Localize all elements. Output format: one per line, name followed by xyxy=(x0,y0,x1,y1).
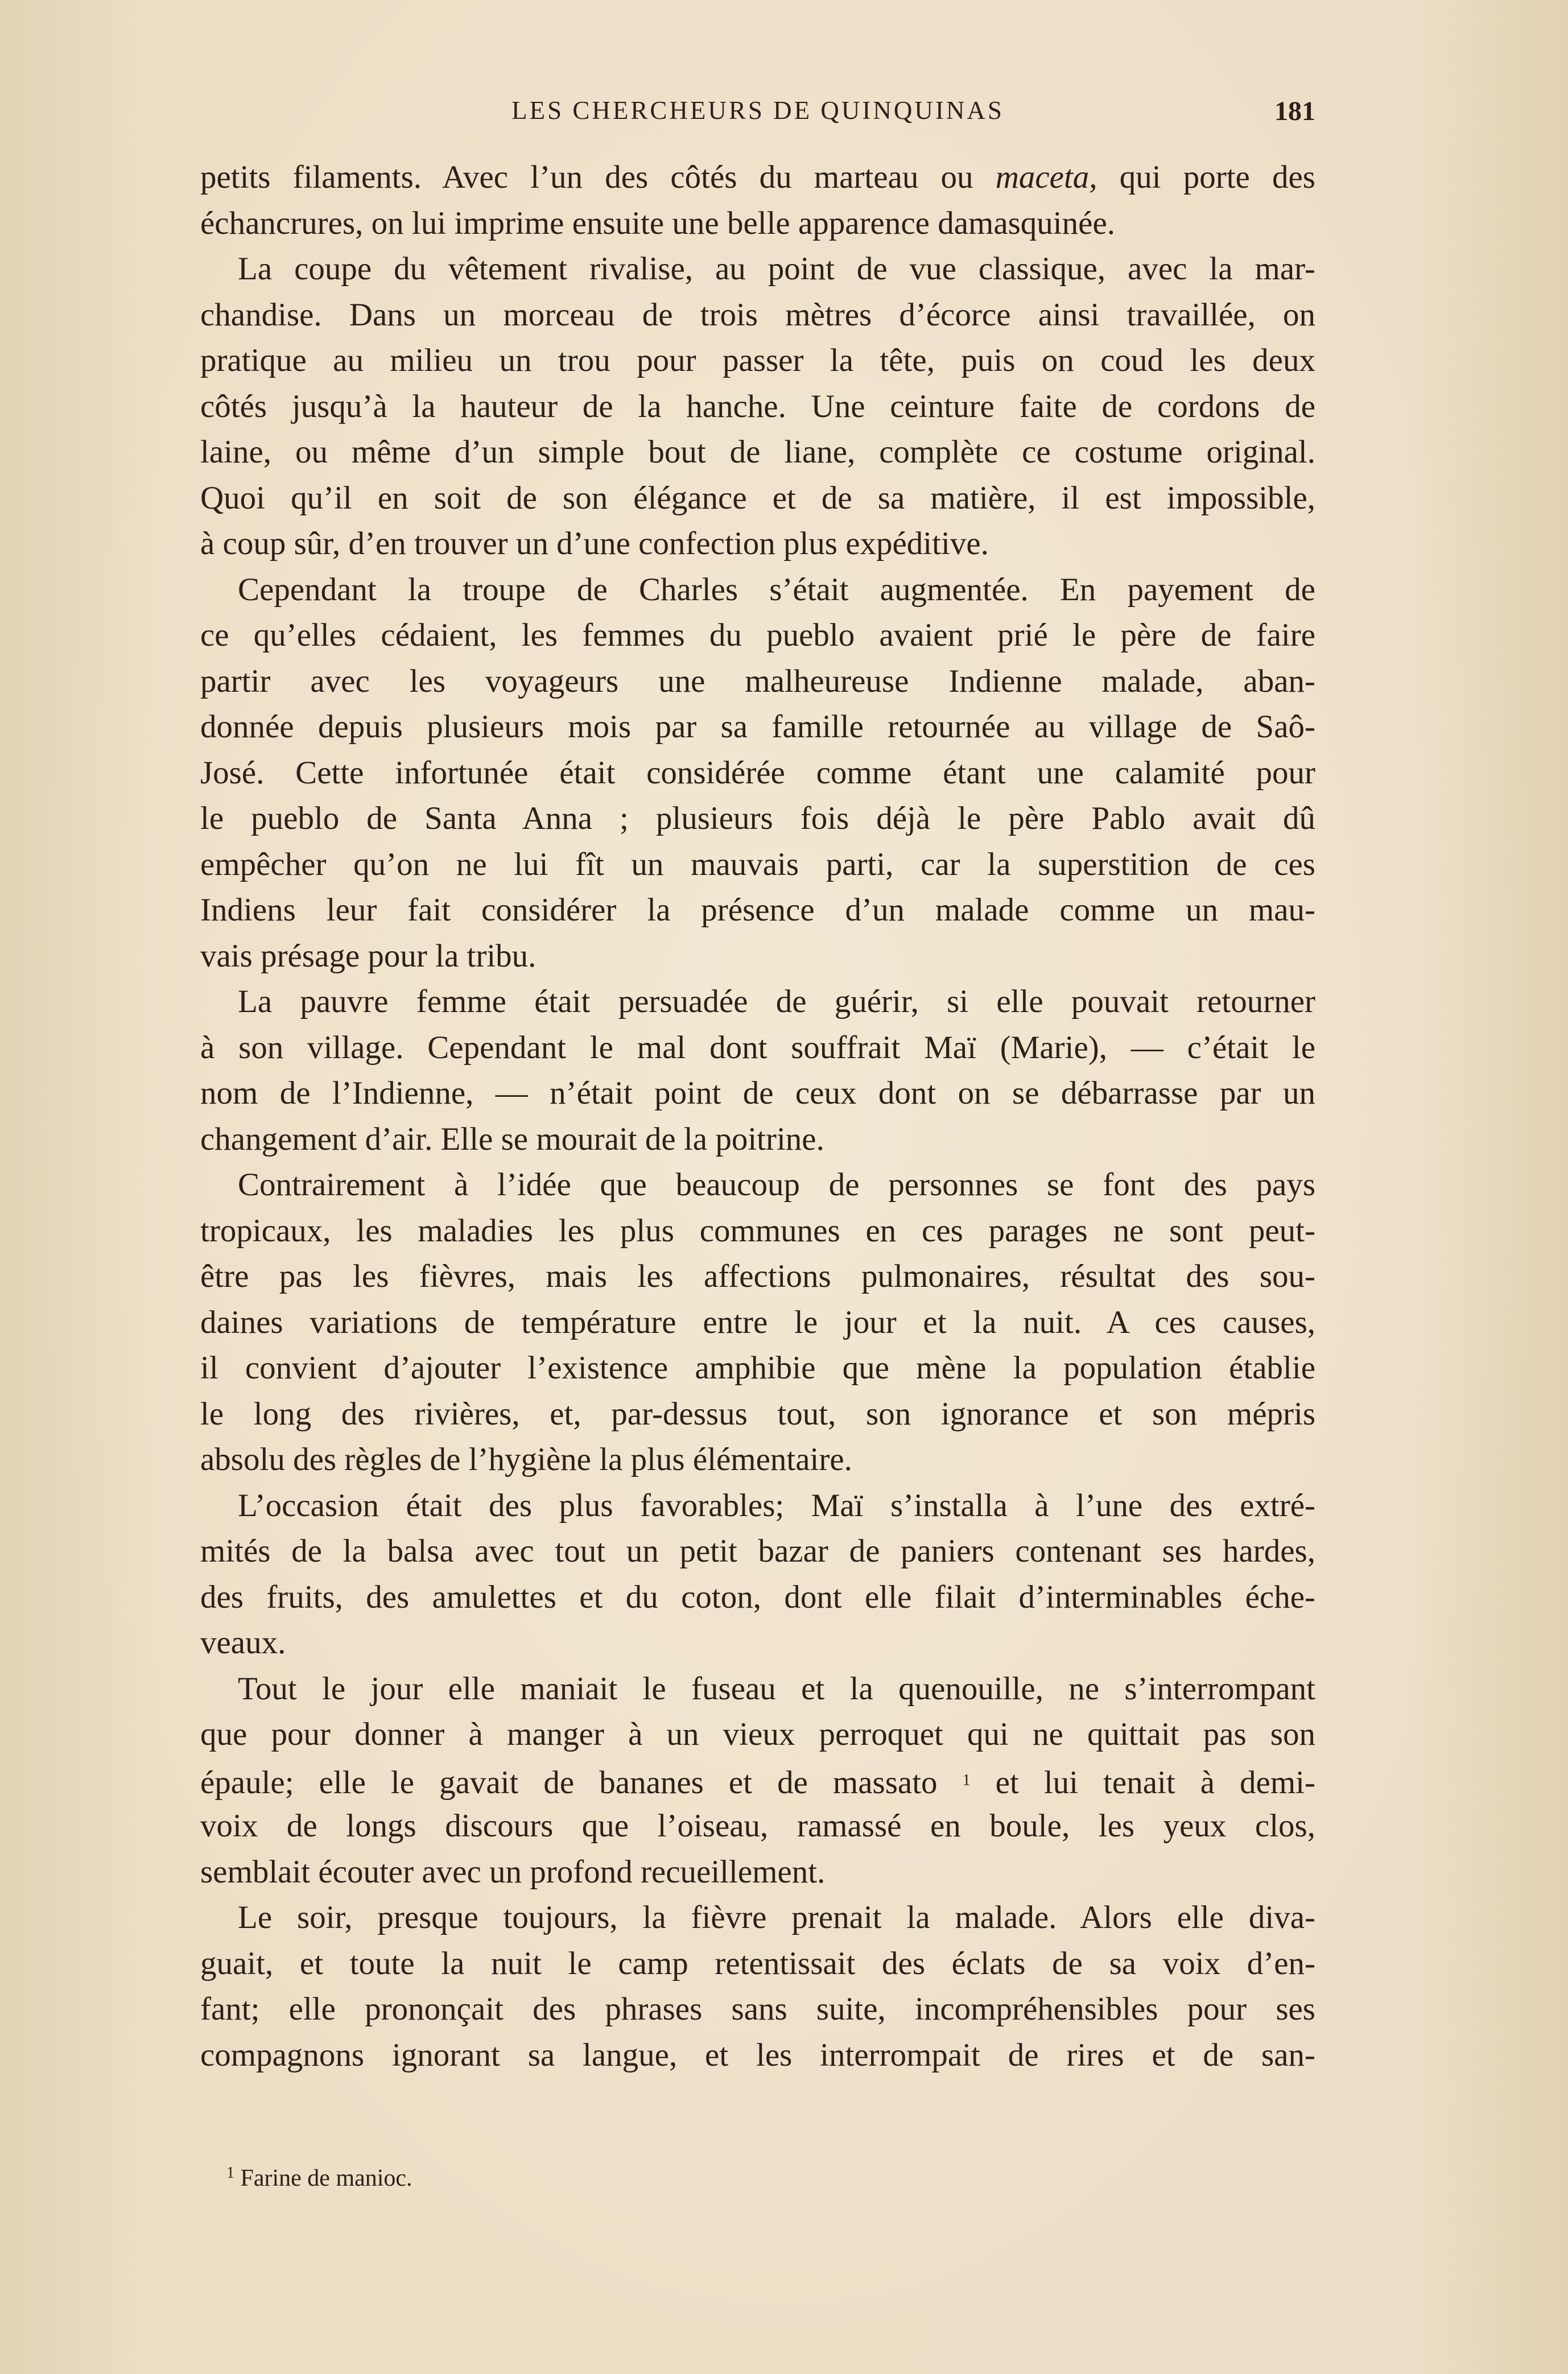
text-line: compagnons ignorant sa langue, et les interrompait de rires et de san- xyxy=(200,2037,1315,2073)
text-line: nom de l’Indienne, — n’était point de ceux dont on se débarrasse par un xyxy=(200,1075,1315,1111)
text-line: veaux. xyxy=(200,1625,286,1661)
text-line: le pueblo de Santa Anna ; plusieurs fois déjà le père Pablo avait dû xyxy=(200,800,1315,836)
text-line: donnée depuis plusieurs mois par sa famille retournée au village de Saô- xyxy=(200,709,1315,745)
text-line: Indiens leur fait considérer la présence d’un malade comme un mau- xyxy=(200,892,1315,928)
footnote-text: Farine de manioc. xyxy=(240,2165,412,2191)
footnote xyxy=(226,2164,412,2192)
text-line: daines variations de température entre le jour et la nuit. A ces causes, xyxy=(200,1304,1315,1340)
text-line: Le soir, presque toujours, la fièvre prenait la malade. Alors elle diva- xyxy=(238,1900,1315,1935)
text-line: pratique au milieu un trou pour passer la tête, puis on coud les deux xyxy=(200,342,1315,378)
text-line: semblait écouter avec un profond recueillement. xyxy=(200,1853,826,1890)
text-line: que pour donner à manger à un vieux perroquet qui ne quittait pas son xyxy=(200,1716,1315,1752)
text-line: fant; elle prononçait des phrases sans suite, incompréhensibles pour ses xyxy=(200,1991,1315,2027)
text-line: Contrairement à l’idée que beaucoup de personnes se font des pays xyxy=(238,1167,1315,1203)
text-line: changement d’air. Elle se mourait de la poitrine. xyxy=(200,1121,824,1157)
footnote-mark: 1 xyxy=(226,2164,234,2182)
text-line: des fruits, des amulettes et du coton, dont elle filait d’interminables éche- xyxy=(200,1579,1315,1615)
text-line: côtés jusqu’à la hauteur de la hanche. Une ceinture faite de cordons de xyxy=(200,388,1315,424)
text-line: absolu des règles de l’hygiène la plus élémentaire. xyxy=(200,1442,852,1477)
page-number: 181 xyxy=(1274,96,1315,126)
text-line: empêcher qu’on ne lui fît un mauvais parti, car la superstition de ces xyxy=(200,846,1315,882)
text-line: L’occasion était des plus favorables; Maï s’installa à l’une des extré- xyxy=(238,1487,1315,1524)
text-line: Cependant la troupe de Charles s’était augmentée. En payement de xyxy=(238,571,1315,608)
text-line: partir avec les voyageurs une malheureuse Indienne malade, aban- xyxy=(200,663,1315,699)
text-line: Quoi qu’il en soit de son élégance et de sa matière, il est impossible, xyxy=(200,480,1315,516)
text-line: chandise. Dans un morceau de trois mètres d’écorce ainsi travaillée, on xyxy=(200,296,1315,333)
text-line: voix de longs discours que l’oiseau, ramassé en boule, les yeux clos, xyxy=(200,1808,1315,1844)
text-line: La pauvre femme était persuadée de guérir, si elle pouvait retourner xyxy=(238,984,1315,1019)
text-line: Tout le jour elle maniait le fuseau et la quenouille, ne s’interrompant xyxy=(238,1670,1315,1707)
text-line: José. Cette infortunée était considérée comme étant une calamité pour xyxy=(200,754,1315,791)
italic-term: maceta, xyxy=(995,159,1097,195)
body-text xyxy=(200,155,1315,2078)
running-title: LES CHERCHEURS DE QUINQUINAS xyxy=(511,96,1004,125)
footnote-reference: 1 xyxy=(962,1771,971,1789)
text-line: petits filaments. Avec l’un des côtés du marteau ou maceta, qui porte des xyxy=(200,159,1315,195)
text-line: à coup sûr, d’en trouver un d’une confection plus expéditive. xyxy=(200,526,989,561)
text-line: il convient d’ajouter l’existence amphibie que mène la population établie xyxy=(200,1350,1315,1386)
text-line: mités de la balsa avec tout un petit bazar de paniers contenant ses hardes, xyxy=(200,1533,1315,1569)
text-line: épaule; elle le gavait de bananes et de massato $^1$ et lui tenait à demi- xyxy=(200,1764,1316,1801)
text-line: laine, ou même d’un simple bout de liane, complète ce costume original. xyxy=(200,434,1315,470)
text-line: La coupe du vêtement rivalise, au point de vue classique, avec la mar- xyxy=(238,251,1315,287)
text-line: ce qu’elles cédaient, les femmes du pueblo avaient prié le père de faire xyxy=(200,617,1315,653)
text-line: guait, et toute la nuit le camp retentissait des éclats de sa voix d’en- xyxy=(200,1945,1315,1981)
text-line: être pas les fièvres, mais les affections pulmonaires, résultat des sou- xyxy=(200,1258,1315,1294)
text-line: à son village. Cependant le mal dont souffrait Maï (Marie), — c’était le xyxy=(200,1029,1315,1066)
text-line: vais présage pour la tribu. xyxy=(200,938,537,974)
text-line: tropicaux, les maladies les plus communes en ces parages ne sont peut- xyxy=(200,1212,1315,1249)
running-head xyxy=(200,96,1315,130)
text-line: échancrures, on lui imprime ensuite une belle apparence damasquinée. xyxy=(200,205,1115,241)
text-line: le long des rivières, et, par-dessus tout, son ignorance et son mépris xyxy=(200,1396,1315,1432)
